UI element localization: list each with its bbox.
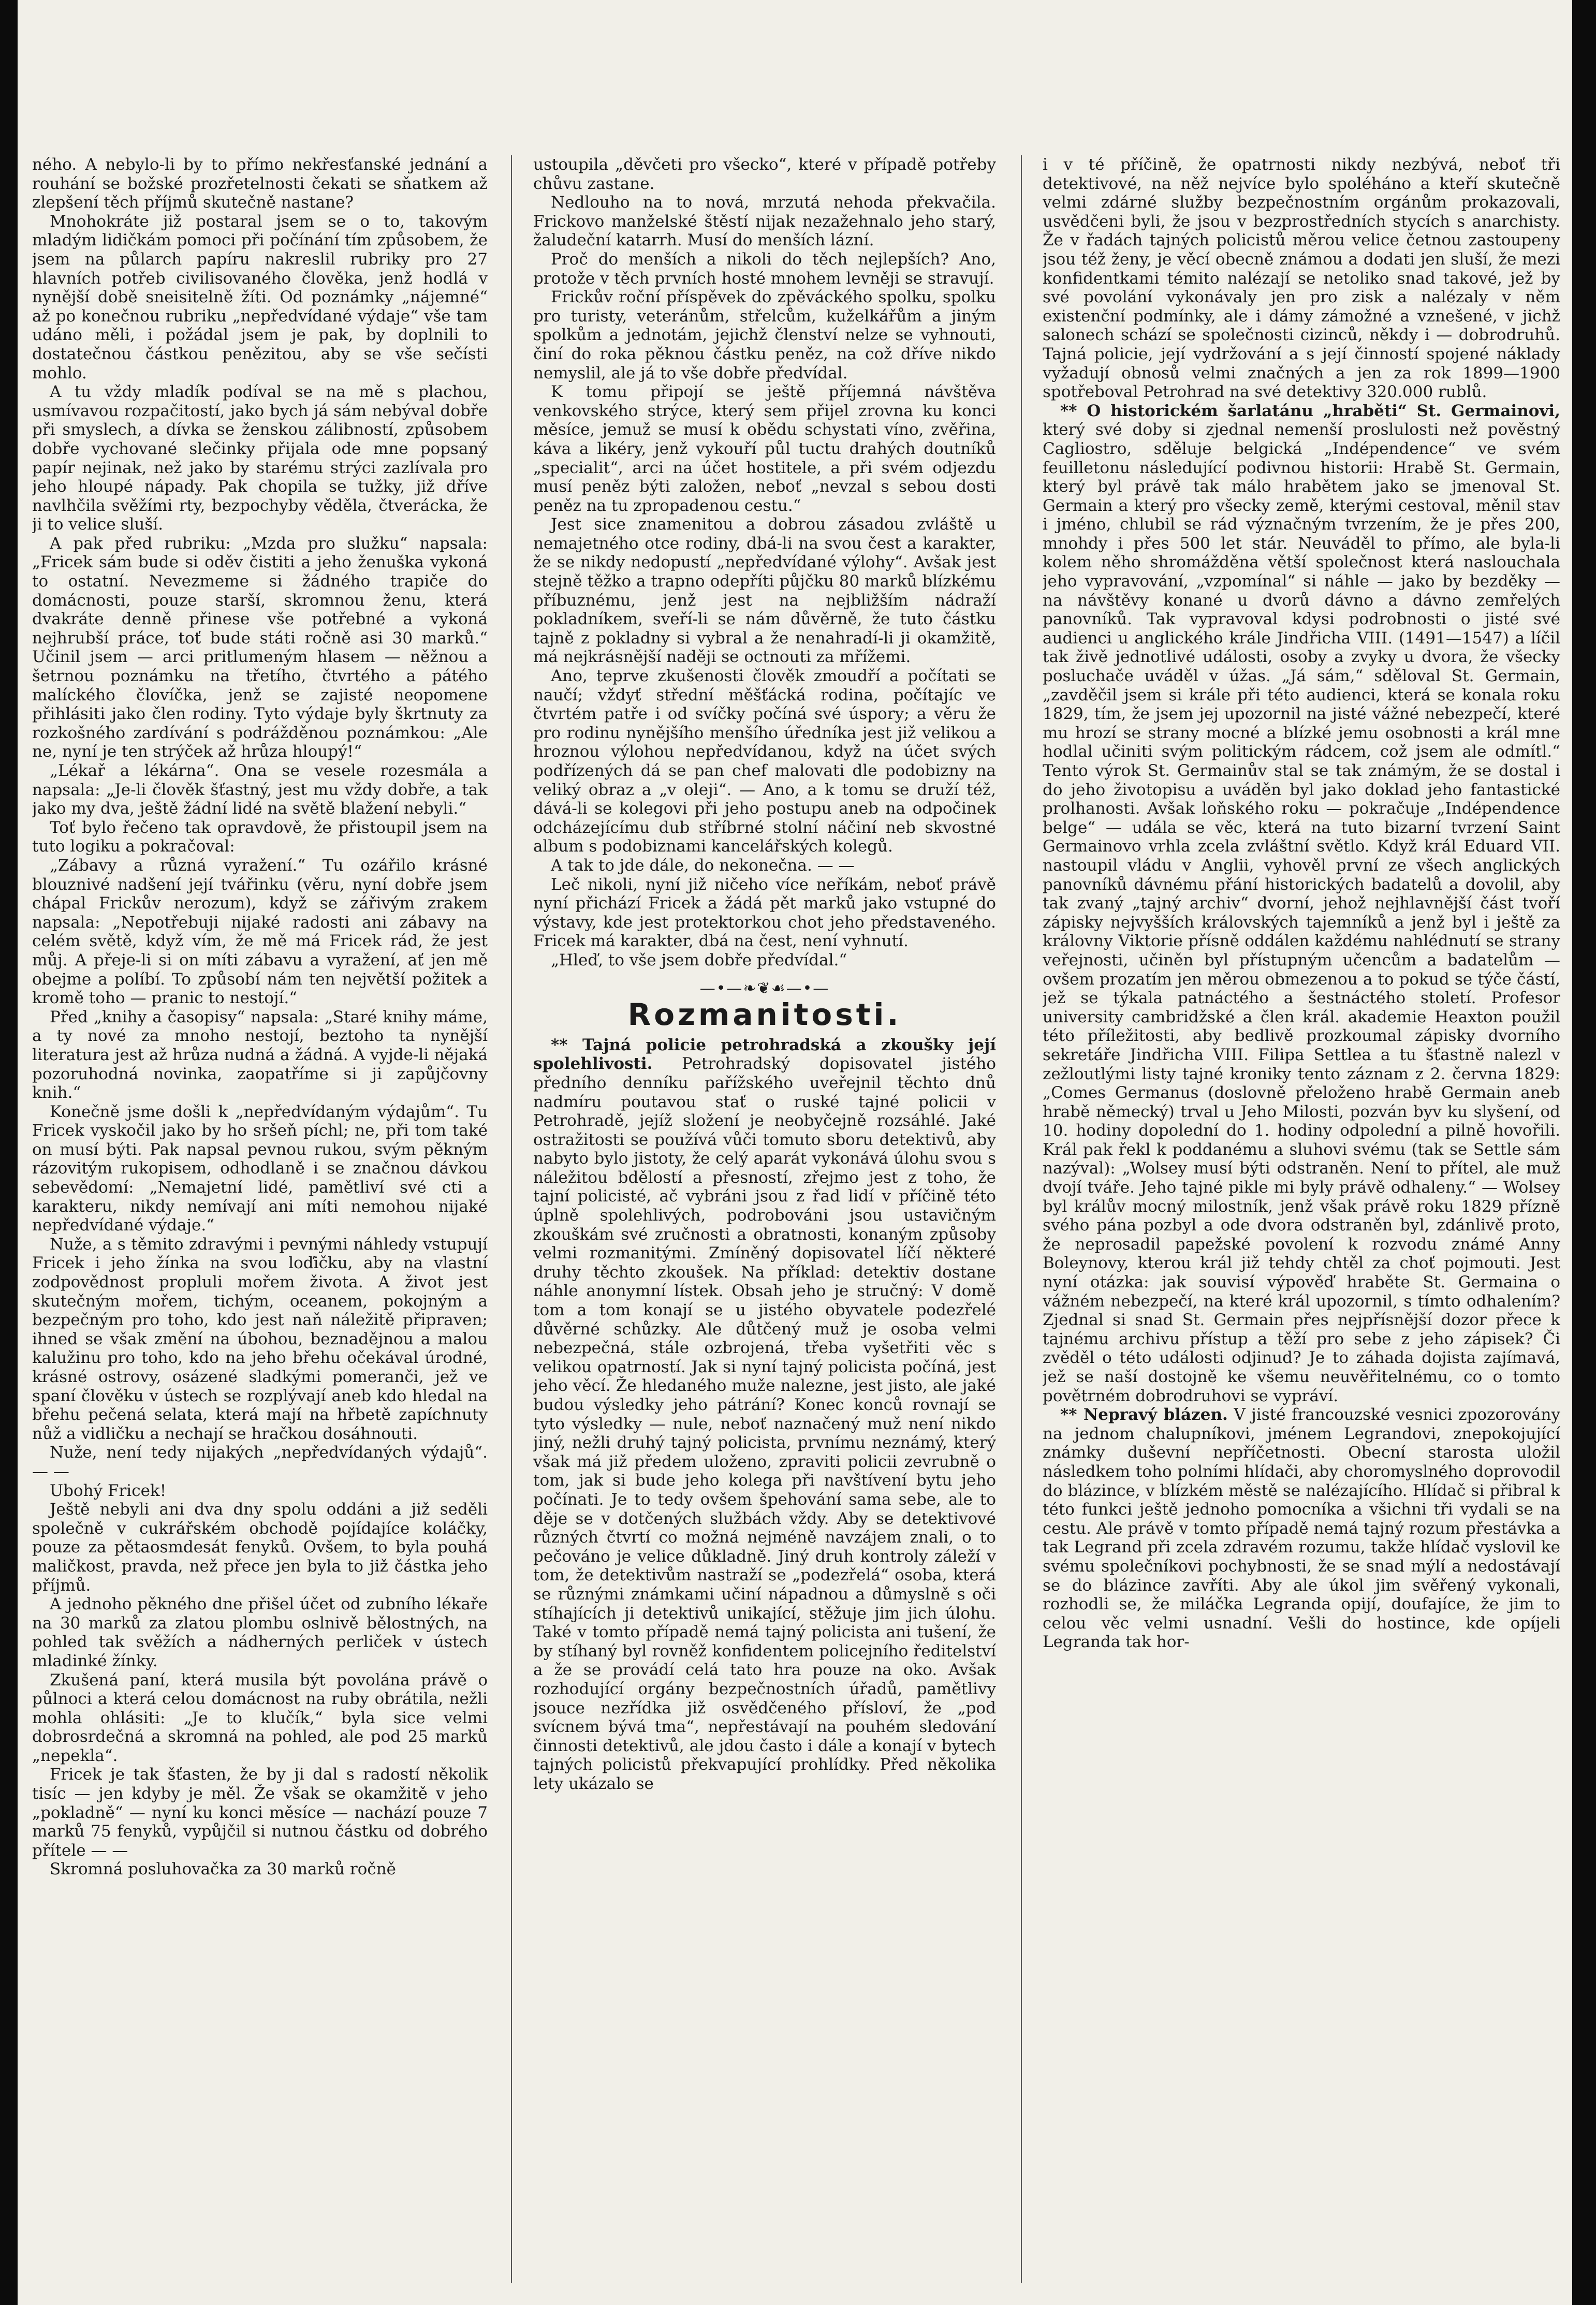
paragraph [32, 856, 488, 1008]
paragraph [32, 155, 488, 212]
paragraph [533, 667, 996, 856]
paragraph [32, 212, 488, 383]
paragraph [32, 1481, 488, 1501]
column-2 [533, 155, 996, 2288]
paragraph-text: Ano, teprve zkušenosti člověk zmoudří a počítati se naučí; vždyť střední měšťácká rodina, počítajíc ve čtvrtém patře i od svíčky počíná své úspory; a věru že pro rodinu nynějšího menšího úředníka jest již velikou a hroznou výlohou nepředvídanou, když na účet svých podřízených dá se pan chef malovati dle podobizny na veliký obraz a „v oleji“. — Ano, a k tomu se druží též, dává-li se kolegovi při jeho postupu aneb na odpočinek odcházejícímu dub stříbrné stolní náčiní neb skvostné album s podobiznami kancelářských kolegů. [533, 667, 996, 856]
paragraph [32, 761, 488, 818]
paragraph-text: Mnohokráte již postaral jsem se o to, takovým mladým lidičkám pomoci při počínání tím způsobem, že jsem na půlarch papíru nakreslil rubriky pro 27 hlavních potřeb civilisovaného člověka, jenž hodlá v nynější době sneisitelně žíti. Od poznámky „nájemné“ až po konečnou rubriku „nepředvídané výdaje“ vše tam udáno měli, i požádal jsem je pak, by doplnili to dostatečnou částkou penězitou, aby se vše sečísti mohlo. [32, 212, 488, 383]
paragraph-text: který své doby si zjednal nemenší proslulosti než pověstný Cagliostro, sděluje belgická „Indépendence“ ve svém feuilletonu následující podivnou historii: Hrabě St. Germain, který byl právě tak málo hrabětem jako se jmenoval St. Germain a který pro všecky země, kterými cestoval, měnil stav i jméno, chlubil se rád význačným tvrzením, že je přes 200, mnohdy i přes 500 let stár. Neuváděl to přímo, ale byla-li kolem něho shromážděna větší společnost která naslouchala jeho vypravování, „vzpomínal“ si náhle — jako by bezděky — na návštěvy konané u dvorů dávno a dávno zemřelých panovníků. Tak vypravoval kdysi podrobnosti o jisté své audienci u anglického krále Jindřicha VIII. (1491—1547) a líčil tak živě jednotlivé události, osoby a zvyky u dvora, že všecky posluchače uváděl v úžas. „Já sám,“ sděloval St. Germain, „zavděčil jsem si krále při této audienci, která se konala roku 1829, tím, že jsem jej upozornil na jisté vážné nebezpečí, které mu hrozí se strany mocné a blízké jemu osobnosti a král mne hodlal učiniti svým politickým rádcem, což jsem ale odmítl.“ Tento výrok St. Germainův stal se tak známým, že se dostal i do jeho životopisu a uváděn byl jako doklad jeho fantastické prolhanosti. Avšak loňského roku — pokračuje „Indépendence belge“ — udála se věc, která na tuto bizarní tvrzení Saint Germainovo vrhla zcela zvláštní světlo. Když král Eduard VII. nastoupil vládu v Anglii, vyhověl první ze všech anglických panovníků dávnému přání historických badatelů a dovolil, aby tak zvaný „tajný archiv“ dvorní, jehož nejhlavnější část tvoří zápisky nejvyšších královských tajemníků a jenž byl i ještě za královny Viktorie přísně oddálen každému nahlédnutí se strany veřejnosti, učiněn byl přístupným učencům a badatelům — ovšem prozatím jen měrou obmezenou a to pokud se týče částí, jež se týkala patnáctého a šestnáctého století. Profesor university cambridžské a člen král. akademie Heaxton použil této příležitosti, aby bedlivě prozkoumal zápisky dvorního sekretáře Jindřicha VIII. Filipa Settlea a tu šťastně nalezl v zežloutlými listy tajné kroniky tento záznam z 2. června 1829: „Comes Germanus (doslovně přeloženo hrabě Germain aneb hrabě německý) trval u Jeho Milosti, pozván byv ku slyšení, od 10. hodiny dopolední do 1. hodiny odpolední a pilně hovořili. Král pak řekl k poddanému a sluhovi svému (tak se Settle sám nazýval): „Wolsey musí býti odstraněn. Není to přítel, ale muž dvojí tváře. Jeho tajné pikle mi byly právě odhaleny.“ — Wolsey byl králův mocný milostník, jenž však právě roku 1829 přízně svého pána pozbyl a ode dvora odstraněn byl, zdánlivě proto, že neprosadil papežské povolení k rozvodu známé Anny Boleynovy, kterou král již tehdy chtěl za choť pojmouti. Jest nyní otázka: jak souvisí výpověď hraběte St. Germaina o vážném nebezpečí, na které král upozornil, s tímto odhalením? Zjednal si snad St. Germain přes nejpřísnější dozor přece k tajnému archivu přístup a těží pro sebe z jeho zápisek? Či zvěděl o této události odjinud? Je to záhada dojista zajímavá, jež se naší dostojně ke všemu neuvěřitelnému, co o tomto povětrném dobrodruhovi se vypráví. [1043, 420, 1560, 1405]
paragraph-text: „Lékař a lékárna“. Ona se vesele rozesmála a napsala: „Je-li člověk šťastný, jest mu vždy dobře, a tak jako my dva, ještě žádní lidé na světě blažení nebyli.“ [32, 761, 488, 818]
paragraph [32, 1671, 488, 1766]
paragraph [32, 1860, 488, 1879]
paragraph-text: A tu vždy mladík podíval se na mě s plachou, usmívavou rozpačitostí, jako bych já sám nebýval dobře při smyslech, a dívka se ženskou zálibností, způsobem dobře vychované slečinky přijala ode mne popsaný papír nejinak, než jako by starému strýci zazlívala pro jeho hloupé nápady. Pak chopila se tužky, již dříve navlhčila svěžími rty, bezpochyby věděla, čtverácka, že ji to velice sluší. [32, 383, 488, 534]
newspaper-page [32, 155, 1569, 2293]
paragraph-text: ného. A nebylo-li by to přímo nekřesťanské jednání a rouhání se božské prozřetelnosti čekati se sňatkem až zlepšení těch příjmů skutečně nastane? [32, 155, 488, 212]
paragraph-text: Zkušená paní, která musila být povolána právě o půlnoci a která celou domácnost na ruby obrátila, nežli mohla ohlásiti: „Je to klučík,“ byla sice velmi dobrosrdečná a skromná na pohled, ale pod 25 marků „nepekla“. [32, 1670, 488, 1765]
paragraph [32, 1500, 488, 1595]
paragraph-text: Konečně jsme došli k „nepředvídaným výdajům“. Tu Fricek vyskočil jako by ho sršeň píchl; ne, při tom také on musí býti. Pak napsal pevnou rukou, svým pěkným rázovitým rukopisem, odhodlaně i se značnou dávkou sebevědomí: „Nemajetní lidé, pamětliví své cti a karakteru, nikdy nemívají ani míti nemohou nijaké nepředvídané výdaje.“ [32, 1102, 488, 1235]
paragraph-text: Ještě nebyli ani dva dny spolu oddáni a již seděli společně v cukrářském obchodě pojídajíce koláčky, pouze za pětaosmdesát fenyků. Ovšem, to byla pouhá maličkost, pravda, než přece jen byla to již částka jeho příjmů. [32, 1500, 488, 1595]
paragraph [1043, 1405, 1560, 1652]
paragraph [533, 515, 996, 667]
paragraph-text: A jednoho pěkného dne přišel účet od zubního lékaře na 30 marků za zlatou plombu oslnivě bělostných, na pohled tak svěžích a nádherných perliček v ústech mladinké žínky. [32, 1595, 488, 1670]
column-divider [1021, 155, 1022, 2283]
paragraph-text: „Hleď, to vše jsem dobře předvídal.“ [551, 950, 847, 970]
paragraph-text: Frickův roční příspěvek do zpěváckého spolku, spolku pro turisty, veteránům, střelcům, kuželkářům a jiným spolkům a jednotám, jejichž členství nelze se vyhnouti, činí do roka pěknou částku peněz, na což dříve nikdo nemyslil, ale já to vše dobře předvídal. [533, 288, 996, 383]
paragraph [533, 1036, 996, 1794]
paragraph-text: Skromná posluhovačka za 30 marků ročně [50, 1860, 397, 1879]
paragraph [32, 1008, 488, 1103]
paragraph [533, 193, 996, 250]
section-title: Rozmanitosti. [627, 997, 902, 1033]
paragraph [1043, 155, 1560, 402]
paragraph-text: Před „knihy a časopisy“ napsala: „Staré knihy máme, a ty nové za mnoho nestojí, beztoho ta nynější literatura jest až hrůza nudná a žádná. A vyjde-li nějaká pozoruhodná novinka, zaopatříme si ji zapůjčovny knih.“ [32, 1007, 488, 1103]
paragraph [533, 951, 996, 970]
article-heading: ** Tajná policie petrohradská a zkoušky její spolehlivosti. [533, 1035, 996, 1074]
paragraph-text: Nuže, není tedy nijakých „nepředvídaných výdajů“. — — [32, 1443, 488, 1481]
paragraph [533, 383, 996, 515]
paragraph [533, 856, 996, 875]
article-heading: ** O historickém šarlatánu „hraběti“ St. Germainovi, [1060, 401, 1560, 420]
article-heading: ** Nepravý blázen. [1060, 1405, 1228, 1425]
column-1 [32, 155, 488, 2288]
paragraph-text: Nuže, a s těmito zdravými i pevnými náhledy vstupují Fricek i jeho žínka na svou loďičku, aby na vlastní zodpovědnost propluli mořem života. A život jest skutečným mořem, tichým, oceanem, pokojným a bezpečným pro toho, kdo jest naň náležitě připraven; ihned se však změní na úbohou, beznadějnou a malou kalužinu pro toho, kdo na jeho břehu očekával úrodné, krásné ostrovy, osázené sladkými pomeranči, jež ve spaní člověku v ústech se rozplývají aneb kdo hledal na břehu pečená selata, která mají na hřbetě zapíchnuty nůž a vidličku a nechají se hračkou dosáhnouti. [32, 1235, 488, 1443]
paragraph-text: i v té příčině, že opatrnosti nikdy nezbývá, neboť tři detektivové, na něž nejvíce bylo spoléháno a kteří skutečně velmi zdárné služby bezpečnostním orgánům prokazovali, usvědčeni byli, že jsou v bezprostředních stycích s anarchisty. Že v řadách tajných policistů měrou velice četnou zastoupeny jsou též ženy, je věcí obecně známou a dodati jen sluší, že mezi konfidentkami témito nalézají se netoliko snad takové, jež by své povolání vykonávaly jen pro zisk a nalézaly v něm existenční podmínky, ale i dámy zámožné a vznešené, v jichž salonech schází se společnosti cizinců, někdy i — dobrodruhů. Tajná policie, její vydržování a s její činností spojené náklady vyžadují obnosů velmi značných a jen za rok 1899—1900 spotřeboval Petrohrad na své detektivy 320.000 rublů. [1043, 155, 1560, 402]
paragraph-text: K tomu připojí se ještě příjemná návštěva venkovského strýce, který sem přijel zrovna ku konci měsíce, jemuž se musí k obědu schystati víno, zvěřina, káva a likéry, jenž vykouří půl tuctu drahých doutníků „specialit“, arci na účet hostitele, a při svém odjezdu musí peněz býti založen, neboť „nevzal s sebou dosti peněz na tu zpropadenou cestu.“ [533, 383, 996, 515]
paragraph-text: Nedlouho na to nová, mrzutá nehoda překvačila. Frickovo manželské štěstí nijak nezažehnalo jeho starý, žaludeční katarrh. Musí do menších lázní. [533, 193, 996, 250]
paragraph [533, 288, 996, 383]
paragraph [533, 250, 996, 288]
paragraph [32, 1443, 488, 1481]
scan-border-right [1572, 0, 1596, 2305]
paragraph-text: ustoupila „děvčeti pro všecko“, které v případě potřeby chůvu zastane. [533, 155, 996, 193]
column-3 [1043, 155, 1560, 2288]
paragraph [533, 875, 996, 951]
paragraph [533, 155, 996, 193]
paragraph-text: Ubohý Fricek! [50, 1481, 167, 1500]
paragraph [32, 1103, 488, 1235]
paragraph-text: A tak to jde dále, do nekonečna. — — [551, 856, 855, 875]
paragraph-text: Jest sice znamenitou a dobrou zásadou zvláště u nemajetného otce rodiny, dbá-li na svou čest a karakter, že se nikdy nedopustí „nepředvídané výlohy“. Avšak jest stejně těžko a trapno odepříti půjčku 80 marků blízkému příbuznému, jenž jest na nejbližším nádraží pokladníkem, sveří-li se nám důvěrně, že tuto částku tajně z pokladny si vybral a že nenahradí-li ji okamžitě, má nejkrásnější naději se octnouti za mřížemi. [533, 515, 996, 667]
scan-border-left [0, 0, 18, 2305]
paragraph [32, 1595, 488, 1670]
paragraph-text: Leč nikoli, nyní již ničeho více neříkám, neboť právě nyní přichází Fricek a žádá pět marků jako vstupné do výstavy, kde jest protektorkou chot jeho představeného. Fricek má karakter, dbá na čest, není vyhnutí. [533, 875, 996, 951]
paragraph [32, 818, 488, 856]
paragraph-text: Petrohradský dopisovatel jistého předního denníku pařížského uveřejnil těchto dnů nadmíru poutavou stať o ruské tajné policii v Petrohradě, jejíž složení je neobyčejně rozsáhlé. Jaké ostražitosti se používá vůči tomuto sboru detektivů, aby nabyto bylo jistoty, že celý aparát vykonává úlohu svou s náležitou bdělostí a přesností, zřejmo jest z toho, že tajní policisté, ač vybráni jsou z řad lidí v příčině této úplně spolehlivých, podrobováni jsou ustavičným zkouškám své zručnosti a obratnosti, konaným způsoby velmi rozmanitými. Zmíněný dopisovatel líčí některé druhy těchto zkoušek. Na příklad: detektiv dostane náhle anonymní lístek. Obsah jeho je stručný: V domě tom a tom konají se u jistého obyvatele podezřelé důvěrné schůzky. Ale důtčený muž je osoba velmi nebezpečná, stále ozbrojená, třeba vyšetřiti věc s velikou opatrností. Jak si nyní tajný policista počíná, jest jeho věcí. Že hledaného muže nalezne, jest jisto, ale jaké budou výsledky jeho pátrání? Konec konců rovnají se tyto výsledky — nule, neboť naznačený muž není nikdo jiný, nežli druhý tajný policista, prvnímu neznámý, který však má již předem uloženo, zpraviti policii zevrubně o tom, jak si bude jeho kolega při navštívení bytu jeho počínati. Je to tedy ovšem špehování sama sebe, ale to děje se v dotčených službách vždy. Aby se detektivové různých čtvrtí co možná nejméně navzájem znali, o to pečováno je velice důkladně. Jiný druh kontroly záleží v tom, že detektivům nastraží se „podezřelá“ osoba, která se různými známkami učiní nápadnou a důmyslně s oči stíhajících ji detektivů unikající, stěžuje jim jich úlohu. Také v tomto případě nemá tajný policista ani tušení, že by stíhaný byl rovněž konfidentem policejního ředitelství a že se provádí celá tato hra pouze na oko. Avšak rozhodující orgány bezpečnostních úřadů, pamětlivy jsouce nezřídka již osvědčeného přísloví, že „pod svícnem bývá tma“, nepřestávají na pouhém sledování činnosti detektivů, ale jdou často i dále a konají v bytech tajných policistů překvapující prohlídky. Před několika lety ukázalo se [533, 1054, 996, 1793]
column-divider [511, 155, 512, 2283]
paragraph [32, 1765, 488, 1860]
paragraph-text: A pak před rubriku: „Mzda pro služku“ napsala: „Fricek sám bude si oděv čistiti a jeho ženuška vykoná to ostatní. Nevezmeme si žádného trapiče do domácnosti, pouze starší, skromnou ženu, která dvakráte denně přinese vše potřebné a vykoná nejhrubší práce, toť bude státi ročně asi 30 marků.“ Učinil jsem — arci pritlumeným hlasem — něžnou a šetrnou poznámku na třetího, čtvrtého a pátého malíckého človíčka, jenž se zajisté neopomene přihlásiti jako člen rodiny. Tyto výdaje byly škrtnuty za rozkošného zardívání s podrážděnou poznámkou: „Ale ne, nyní je ten strýček až hrůza hloupý!“ [32, 534, 488, 761]
paragraph [32, 534, 488, 761]
paragraph-text: Toť bylo řečeno tak opravdově, že přistoupil jsem na tuto logiku a pokračoval: [32, 818, 488, 856]
section-ornament: —•—❧❦☙—•— [699, 979, 830, 997]
paragraph [1043, 402, 1560, 1405]
paragraph-text: „Zábavy a různá vyražení.“ Tu ozářilo krásné blouznivé nadšení její tvářinku (věru, nyní dobře jsem chápal Frickův nerozum), když se zářivým zrakem napsala: „Nepotřebuji nijaké radosti ani zábavy na celém světě, když vím, že mě má Fricek rád, že jest můj. A přeje-li si on míti zábavu a vyražení, ať jen mě obejme a políbí. To způsobí nám ten největší požitek a kromě toho — pranic to nestojí.“ [32, 856, 488, 1008]
paragraph-text: Proč do menších a nikoli do těch nejlepších? Ano, protože v těch prvních hosté mnohem levněji se stravují. [533, 249, 996, 288]
paragraph [32, 1235, 488, 1444]
paragraph [32, 383, 488, 534]
paragraph-text: Fricek je tak šťasten, že by ji dal s radostí několik tisíc — jen kdyby je měl. Že však se okamžitě v jeho „pokladně“ — nyní ku konci měsíce — nachází pouze 7 marků 75 fenyků, vypůjčil si nutnou částku od dobrého přítele — — [32, 1765, 488, 1860]
paragraph-text: V jisté francouzské vesnici zpozorovány na jednom chalupníkovi, jménem Legrandovi, znepokojující známky duševní nepříčetnosti. Obecní starosta uložil následkem toho polními hlídači, aby choromyslného doprovodil do blázince, v blízkém městě se nalézajícího. Hlídač si přibral k této funkci ještě jednoho pomocníka a všichni tři vydali se na cestu. Ale právě v tomto případě nemá tajný rozum přestávka a tak Legrand při zcela zdravém rozumu, takže hlídač vyslovil ke svému společníkovi pochybnosti, že se snad mýlí a nedostávají se do blázince zavříti. Aby ale úkol jim svěřený vykonali, rozhodli se, že miláčka Legranda opijí, doufajíce, že jim to celou věc velmi usnadní. Vešli do hostince, kde opíjeli Legranda tak hor- [1043, 1405, 1560, 1652]
